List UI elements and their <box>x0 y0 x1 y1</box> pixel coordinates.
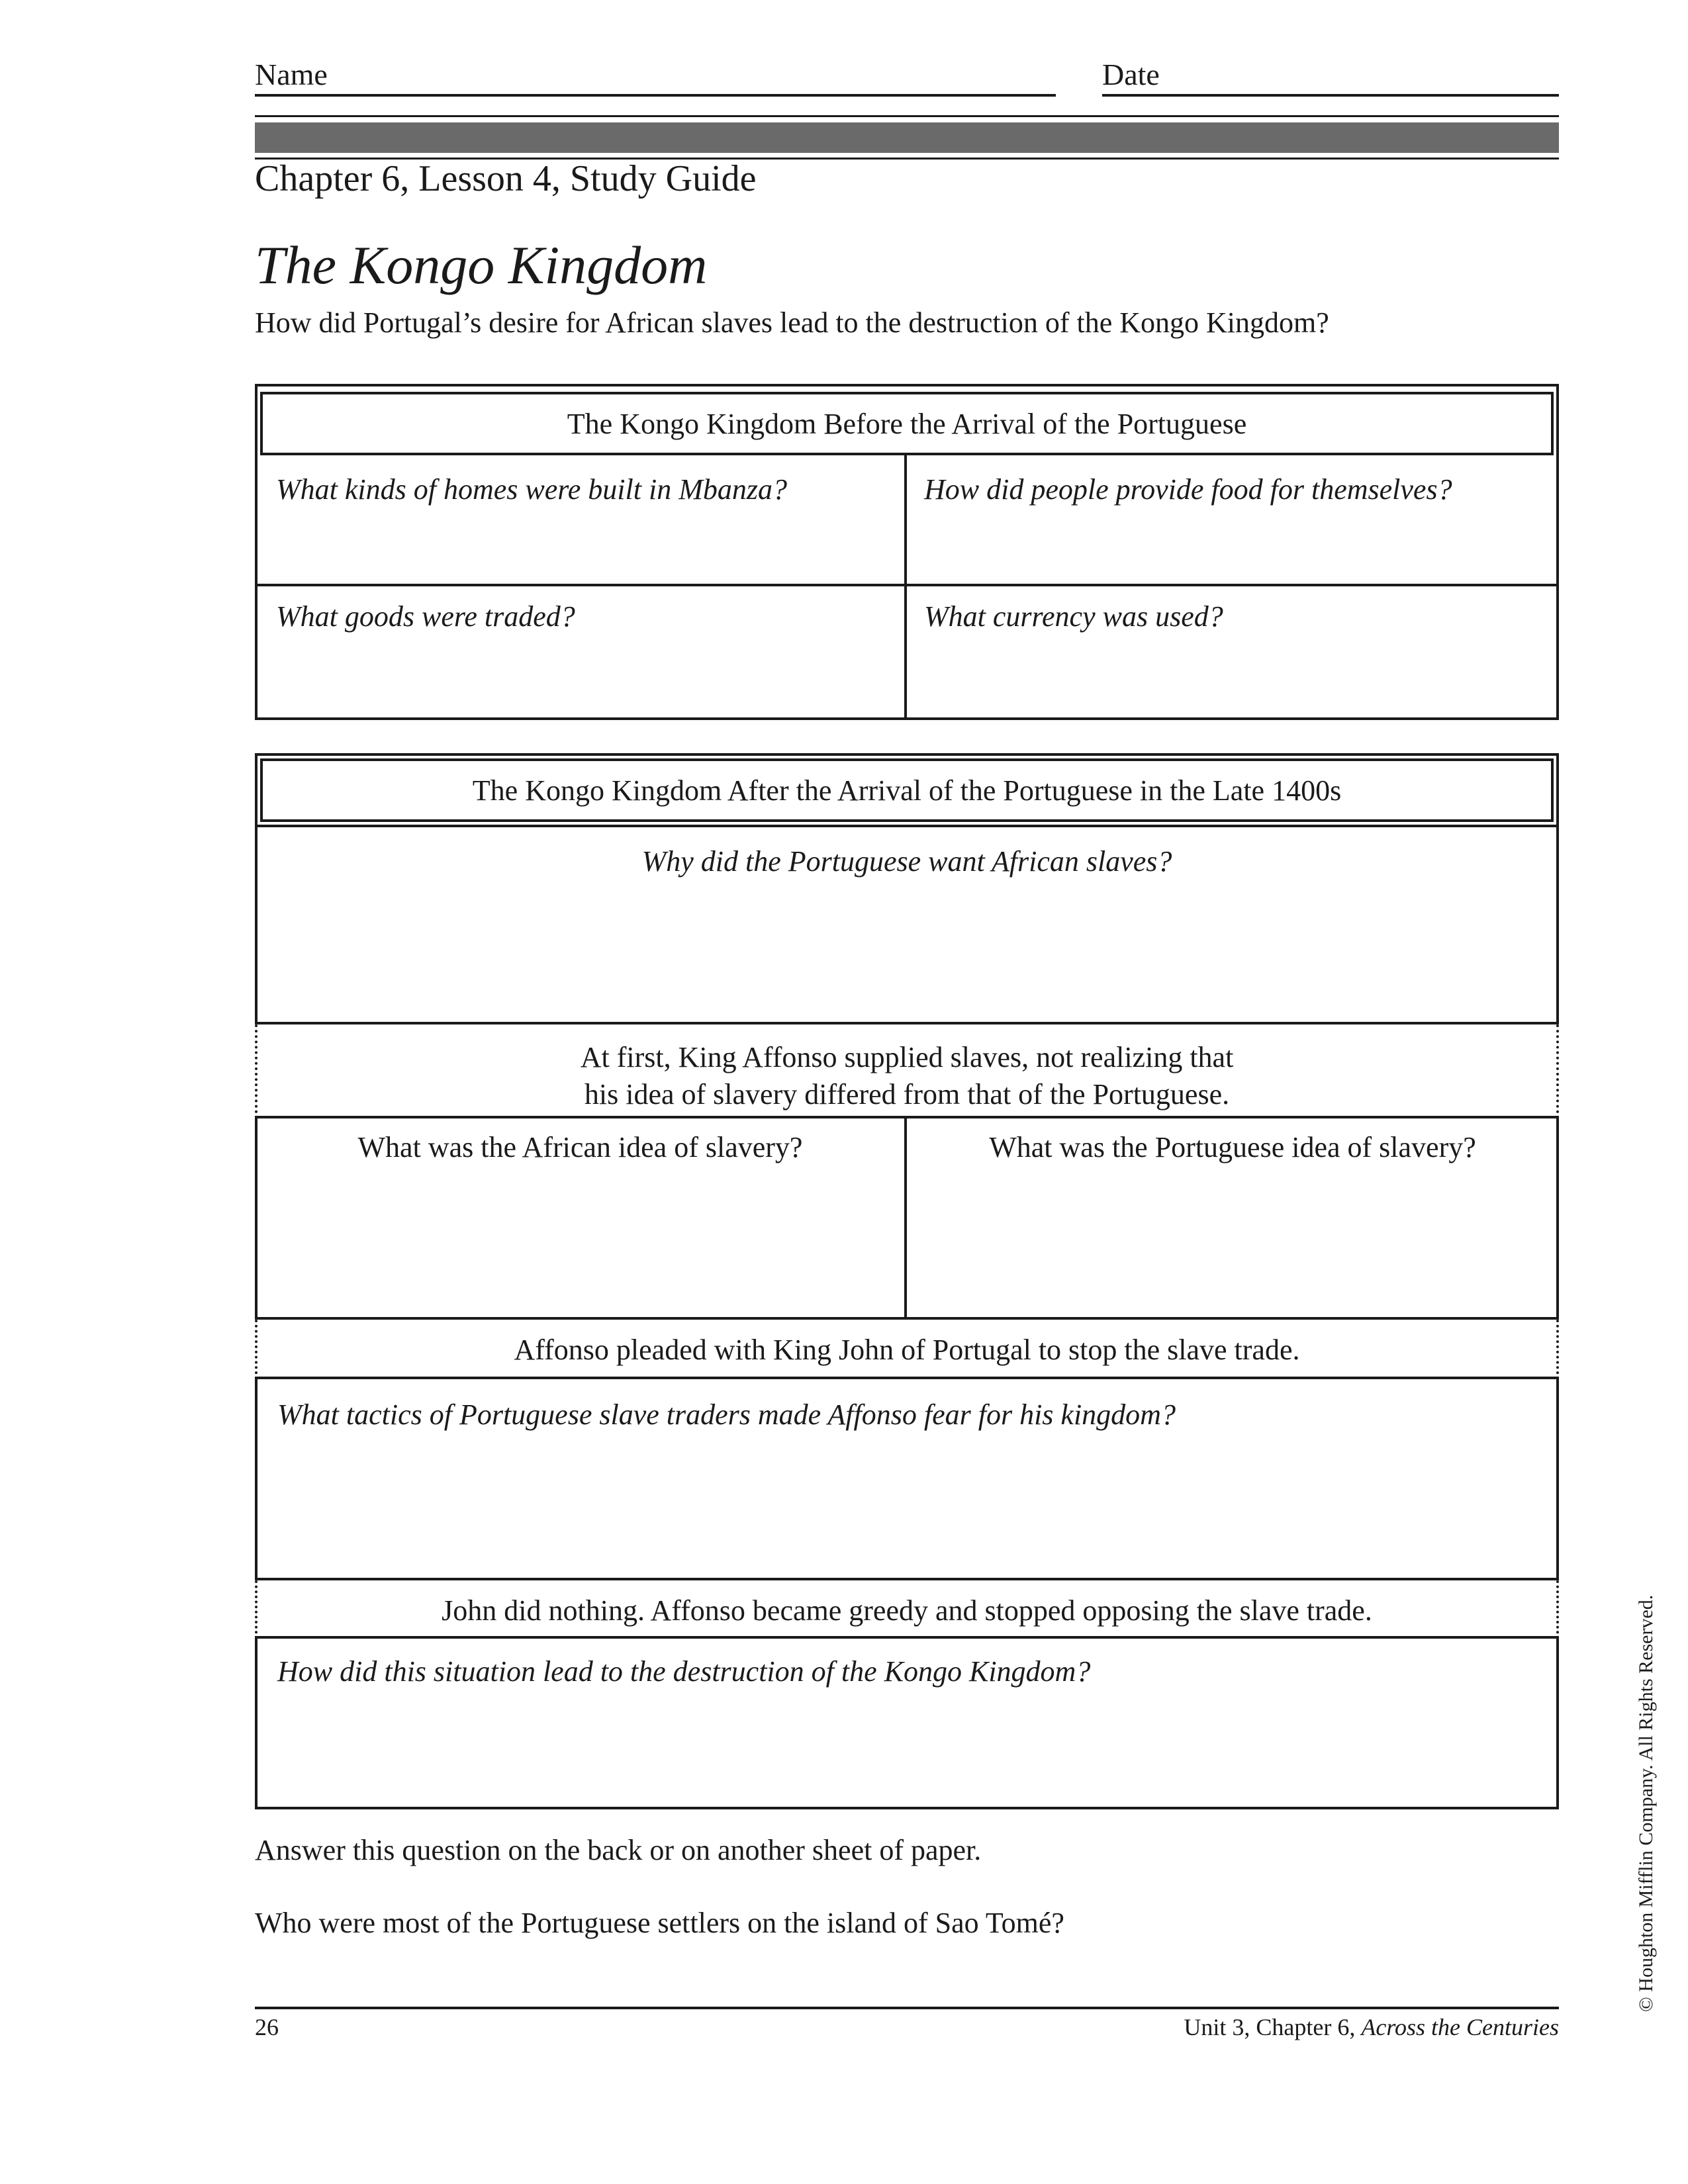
q-tactics-text: What tactics of Portuguese slave traders made Affonso fear for his kingdom? <box>277 1398 1176 1431</box>
q-food[interactable] <box>924 473 1553 578</box>
slavery-col-divider <box>904 1116 907 1320</box>
date-label: Date <box>1102 58 1160 91</box>
before-heading-text: The Kongo Kingdom Before the Arrival of the Portuguese <box>567 407 1247 440</box>
sao-tome-question: Who were most of the Portuguese settlers on the island of Sao Tomé? <box>255 1907 1064 1939</box>
q-african-slavery-text: What was the African idea of slavery? <box>357 1131 803 1163</box>
page-number: 26 <box>255 2014 279 2040</box>
q-destruction-text: How did this situation lead to the destruction of the Kongo Kingdom? <box>277 1655 1091 1688</box>
chapter-heading: Chapter 6, Lesson 4, Study Guide <box>255 158 757 199</box>
q-goods-text: What goods were traded? <box>276 600 575 633</box>
statement-affonso-supplied <box>255 1024 1559 1118</box>
statement-affonso-pleaded <box>255 1320 1559 1379</box>
before-row-divider <box>255 584 1559 586</box>
answer-instruction: Answer this question on the back or on another sheet of paper. <box>255 1834 982 1866</box>
q-currency-text: What currency was used? <box>924 600 1223 633</box>
q-currency[interactable] <box>924 600 1553 712</box>
q-homes[interactable] <box>276 473 892 578</box>
source-book: Across the Centuries <box>1361 2014 1559 2040</box>
q-why-text: Why did the Portuguese want African slaves? <box>641 845 1172 878</box>
source-citation <box>1184 2013 1559 2041</box>
header-bar <box>255 122 1559 153</box>
q-portuguese-slavery[interactable] <box>908 1130 1557 1316</box>
q-portuguese-slavery-text: What was the Portuguese idea of slavery? <box>989 1131 1476 1163</box>
name-line[interactable] <box>255 94 1056 97</box>
copyright-notice: © Houghton Mifflin Company. All Rights Reserved. <box>1635 1594 1657 2012</box>
rule-top <box>255 115 1559 117</box>
source-prefix: Unit 3, Chapter 6, <box>1184 2014 1356 2040</box>
main-question: How did Portugal’s desire for African slaves lead to the destruction of the Kongo Kingdom? <box>255 306 1329 339</box>
statement-john-text: John did nothing. Affonso became greedy and stopped opposing the slave trade. <box>442 1594 1372 1627</box>
statement-affonso-line2: his idea of slavery differed from that of the Portuguese. <box>584 1078 1230 1111</box>
statement-john-nothing <box>255 1580 1559 1639</box>
after-heading-text: The Kongo Kingdom After the Arrival of the Portuguese in the Late 1400s <box>472 774 1342 807</box>
after-heading <box>260 758 1554 822</box>
q-food-text: How did people provide food for themselves? <box>924 473 1452 506</box>
q-destruction-box[interactable] <box>255 1636 1559 1809</box>
statement-pleaded-text: Affonso pleaded with King John of Portugal to stop the slave trade. <box>514 1334 1300 1366</box>
q-african-slavery[interactable] <box>258 1130 903 1316</box>
before-heading <box>260 392 1554 455</box>
before-col-divider <box>904 455 907 720</box>
name-label: Name <box>255 58 328 91</box>
q-why-box[interactable] <box>255 825 1559 1024</box>
date-line[interactable] <box>1102 94 1559 97</box>
statement-affonso-line1: At first, King Affonso supplied slaves, not realizing that <box>580 1041 1234 1073</box>
page-title: The Kongo Kingdom <box>255 235 708 295</box>
q-homes-text: What kinds of homes were built in Mbanza? <box>276 473 787 506</box>
q-tactics-box[interactable] <box>255 1377 1559 1580</box>
q-goods[interactable] <box>276 600 892 712</box>
footer-rule <box>255 2007 1559 2009</box>
